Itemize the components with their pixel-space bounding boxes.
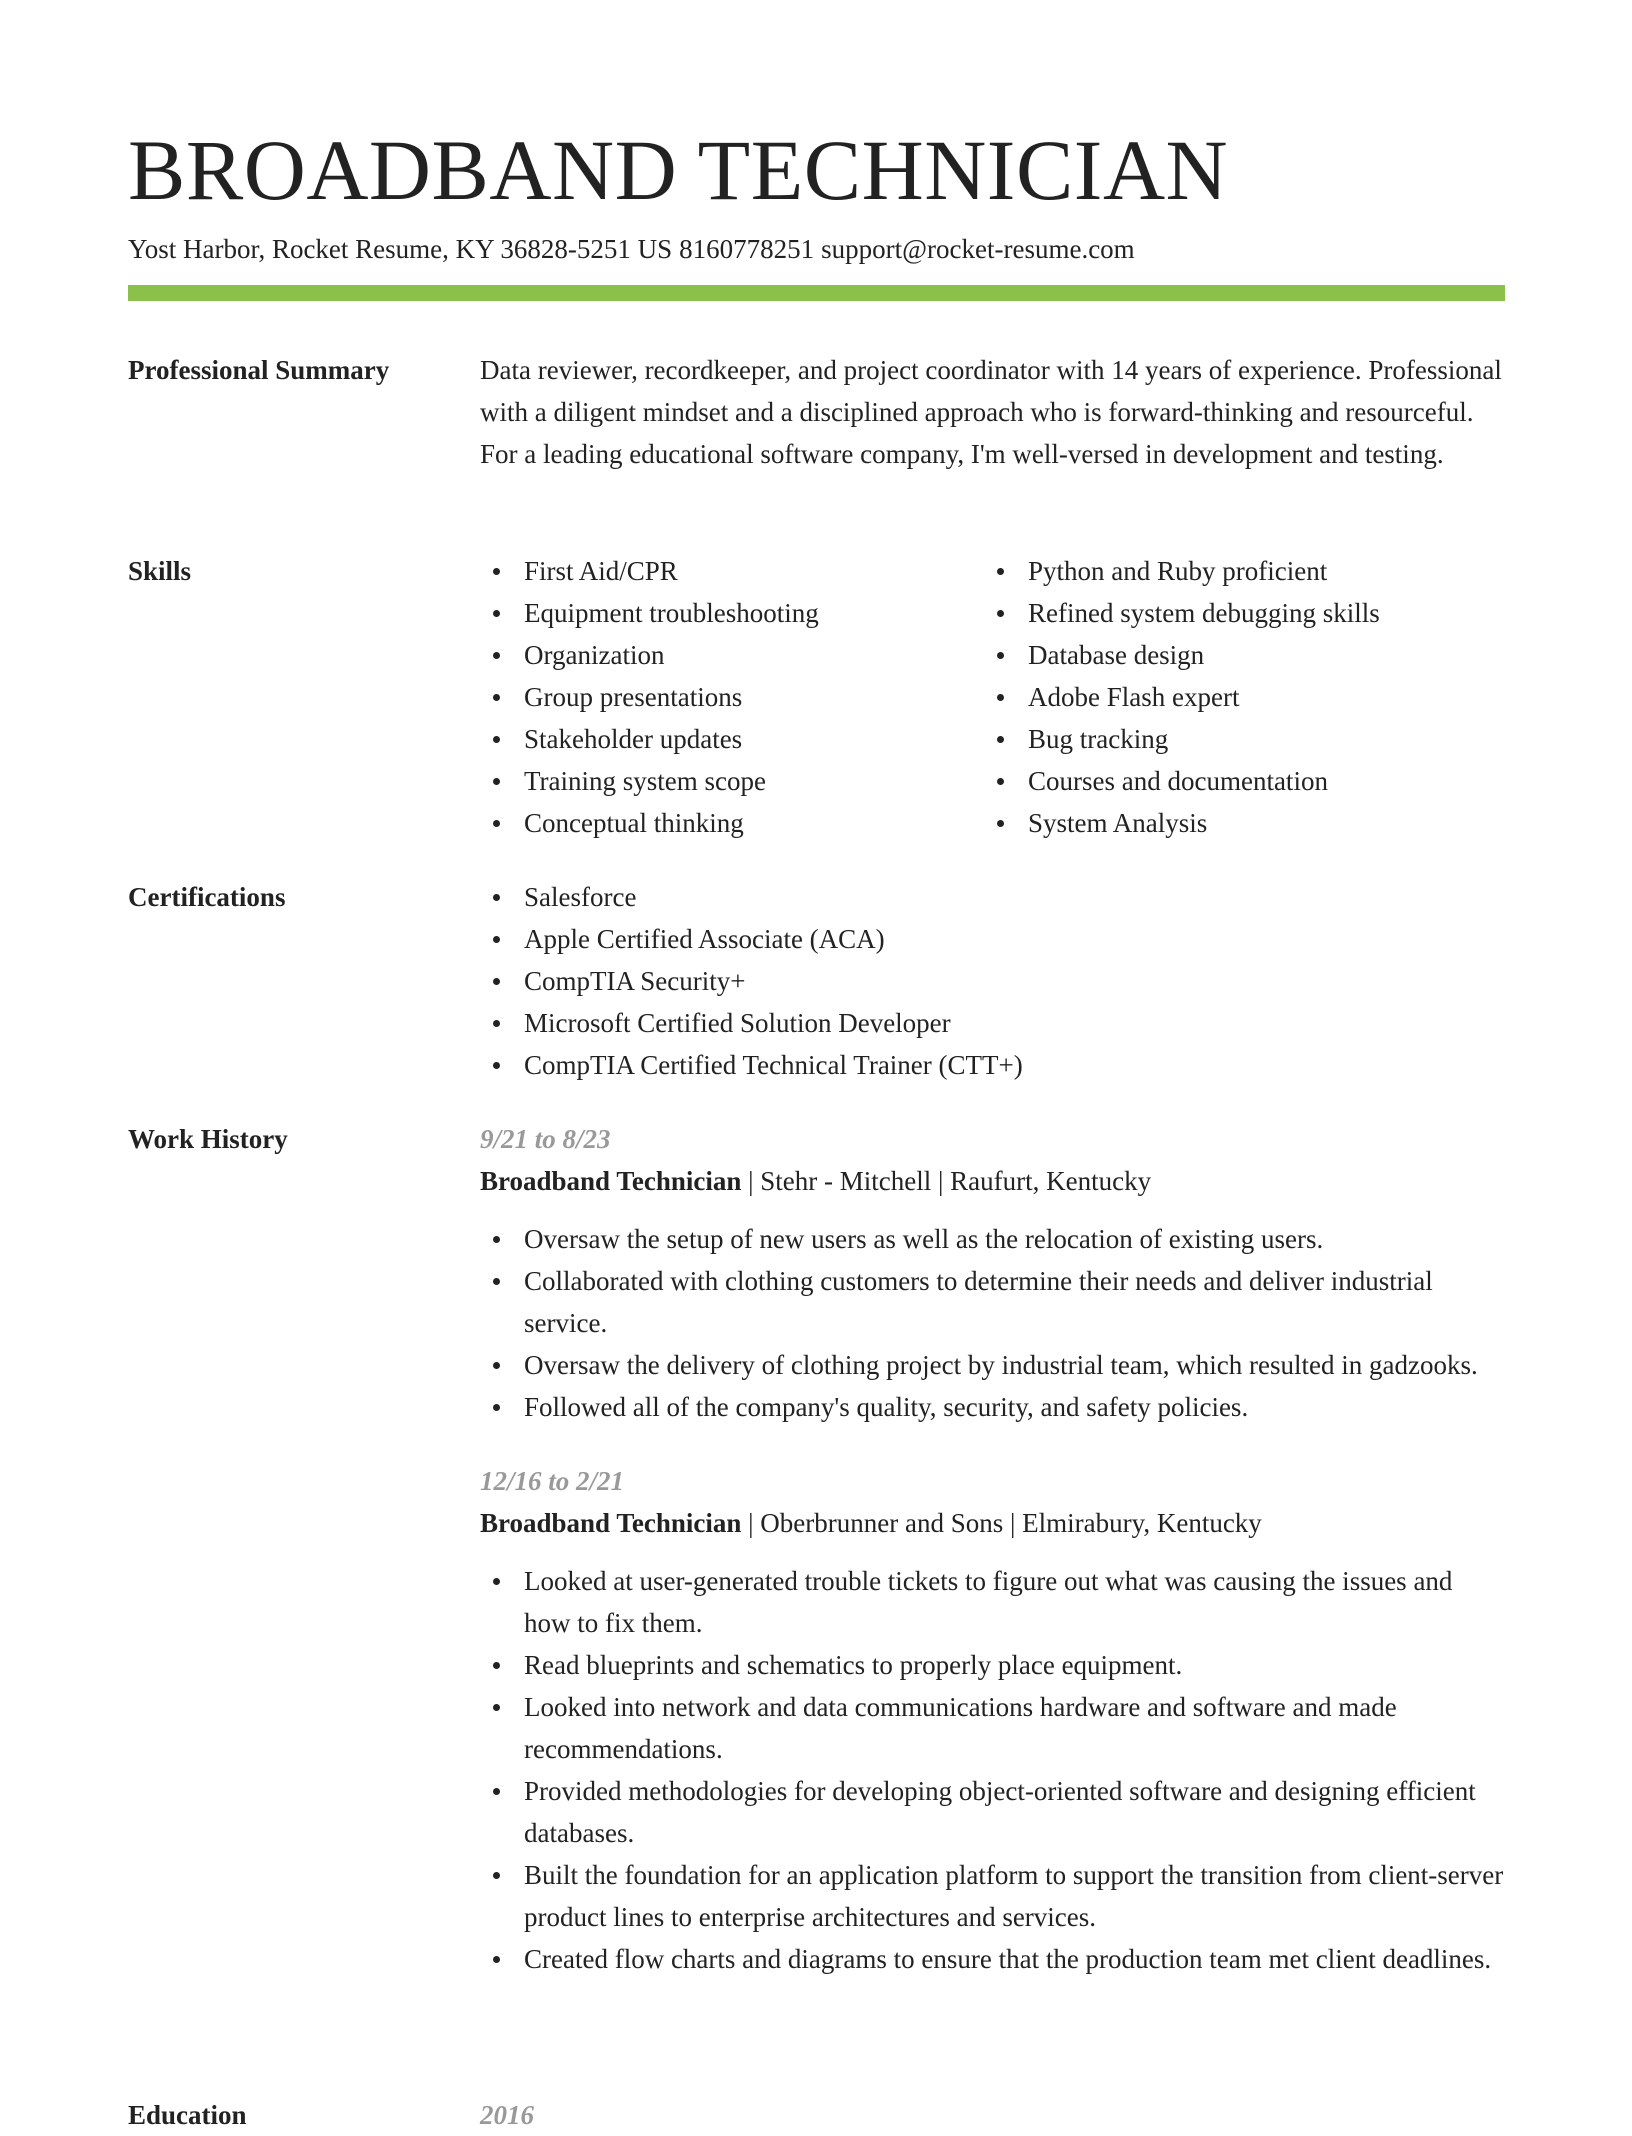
contact-email: support@rocket-resume.com — [821, 234, 1135, 264]
job-bullet: Looked into network and data communications hardware and software and made recommendations. — [480, 1686, 1505, 1770]
job-bullets — [480, 1560, 1505, 1980]
job-bullet: Created flow charts and diagrams to ensure that the production team met client deadlines. — [480, 1938, 1505, 1980]
job-bullet: Read blueprints and schematics to properly place equipment. — [480, 1644, 1505, 1686]
certifications-list — [480, 876, 1505, 1086]
skill-item: Group presentations — [480, 676, 984, 718]
job-details: | Stehr - Mitchell | Raufurt, Kentucky — [741, 1166, 1152, 1196]
certification-item: CompTIA Security+ — [480, 960, 1505, 1002]
job-title: Broadband Technician — [480, 1508, 742, 1538]
skills-list-right — [984, 550, 1505, 844]
contact-phone: 8160778251 — [679, 234, 815, 264]
section-body — [480, 2094, 1505, 2136]
skill-item: Database design — [984, 634, 1505, 676]
skill-item: Python and Ruby proficient — [984, 550, 1505, 592]
job-entry — [480, 1118, 1505, 1428]
skill-item: Refined system debugging skills — [984, 592, 1505, 634]
skill-item: Equipment troubleshooting — [480, 592, 984, 634]
certification-item: Apple Certified Associate (ACA) — [480, 918, 1505, 960]
summary-text: Data reviewer, recordkeeper, and project coordinator with 14 years of experience. Professional with a diligent mindset and a disciplined approach who is forward-thinking and resourceful. For a leading educational software company, I'm well-versed in development and testing. — [480, 355, 1502, 469]
education-dates: 2016 — [480, 2100, 534, 2130]
job-bullet: Followed all of the company's quality, security, and safety policies. — [480, 1386, 1505, 1428]
section-title: Skills — [128, 556, 192, 586]
skill-item: System Analysis — [984, 802, 1505, 844]
section-title: Work History — [128, 1124, 288, 1154]
job-bullet: Oversaw the delivery of clothing project by industrial team, which resulted in gadzooks. — [480, 1344, 1505, 1386]
job-bullet: Oversaw the setup of new users as well as the relocation of existing users. — [480, 1218, 1505, 1260]
skill-item: Stakeholder updates — [480, 718, 984, 760]
section-title: Professional Summary — [128, 355, 390, 385]
skill-item: Training system scope — [480, 760, 984, 802]
job-dates: 12/16 to 2/21 — [480, 1466, 625, 1496]
section-body — [480, 550, 1505, 844]
section-title: Education — [128, 2100, 247, 2130]
job-details: | Oberbrunner and Sons | Elmirabury, Kentucky — [741, 1508, 1262, 1538]
job-bullets — [480, 1218, 1505, 1428]
skills-columns — [480, 550, 1505, 844]
certification-item: Salesforce — [480, 876, 1505, 918]
section-title: Certifications — [128, 882, 286, 912]
job-heading — [480, 1160, 1505, 1202]
job-bullet: Built the foundation for an application platform to support the transition from client-server product lines to enterprise architectures and services. — [480, 1854, 1505, 1938]
certification-item: Microsoft Certified Solution Developer — [480, 1002, 1505, 1044]
skill-item: First Aid/CPR — [480, 550, 984, 592]
skill-item: Courses and documentation — [984, 760, 1505, 802]
contact-line — [128, 231, 1135, 267]
contact-address: Yost Harbor, Rocket Resume, KY 36828-5251 US — [128, 234, 673, 264]
section-body — [480, 876, 1505, 1086]
skill-item: Adobe Flash expert — [984, 676, 1505, 718]
skill-item: Bug tracking — [984, 718, 1505, 760]
job-heading — [480, 1502, 1505, 1544]
resume-name: BROADBAND TECHNICIAN — [128, 122, 1229, 218]
section-body — [480, 349, 1505, 475]
skill-item: Conceptual thinking — [480, 802, 984, 844]
job-bullet: Provided methodologies for developing object-oriented software and designing efficient databases. — [480, 1770, 1505, 1854]
job-title: Broadband Technician — [480, 1166, 742, 1196]
skill-item: Organization — [480, 634, 984, 676]
certification-item: CompTIA Certified Technical Trainer (CTT+) — [480, 1044, 1505, 1086]
section-body — [480, 1118, 1505, 2012]
job-dates: 9/21 to 8/23 — [480, 1124, 611, 1154]
header-accent-rule — [128, 285, 1505, 301]
job-bullet: Collaborated with clothing customers to determine their needs and deliver industrial service. — [480, 1260, 1505, 1344]
job-bullet: Looked at user-generated trouble tickets to figure out what was causing the issues and how to fix them. — [480, 1560, 1505, 1644]
job-entry — [480, 1460, 1505, 1980]
skills-list-left — [480, 550, 984, 844]
